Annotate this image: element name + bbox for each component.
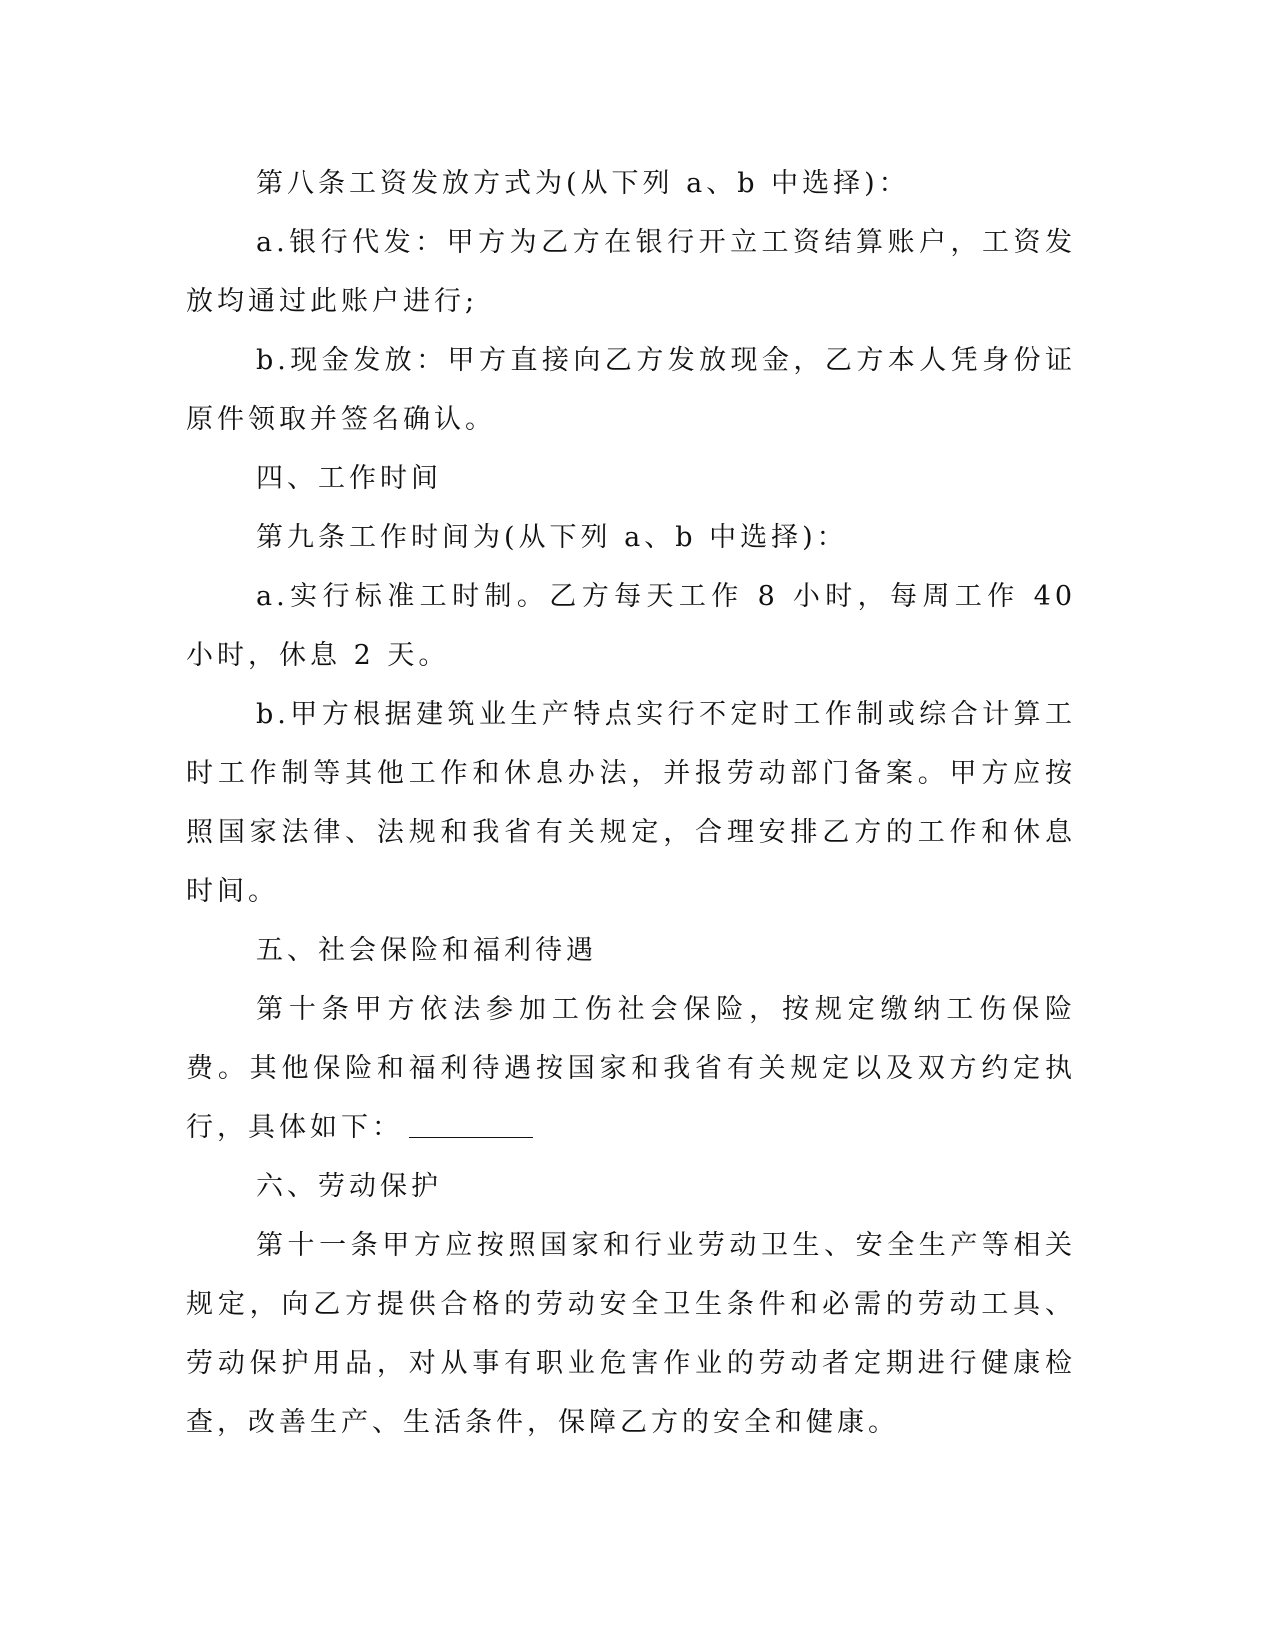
article-10 xyxy=(186,980,1076,1157)
article-9-heading: 第九条工作时间为(从下列 a、b 中选择)： xyxy=(256,522,848,553)
section-6-title: 六、劳动保护 xyxy=(256,1171,442,1202)
article-8-option-a: a.银行代发：甲方为乙方在银行开立工资结算账户，工资发放均通过此账户进行; xyxy=(186,227,1076,317)
section-5-title: 五、社会保险和福利待遇 xyxy=(256,935,597,966)
article-9-option-a: a.实行标准工时制。乙方每天工作 8 小时，每周工作 40 小时，休息 2 天。 xyxy=(186,581,1076,671)
article-8-option-b: b.现金发放：甲方直接向乙方发放现金，乙方本人凭身份证原件领取并签名确认。 xyxy=(186,345,1076,435)
article-9-option-b: b.甲方根据建筑业生产特点实行不定时工作制或综合计算工时工作制等其他工作和休息办法，并报劳动部门备案。甲方应按照国家法律、法规和我省有关规定，合理安排乙方的工作和休息时间。 xyxy=(186,699,1076,907)
section-4-title: 四、工作时间 xyxy=(256,463,442,494)
article-8-heading: 第八条工资发放方式为(从下列 a、b 中选择)： xyxy=(256,168,910,199)
article-11: 第十一条甲方应按照国家和行业劳动卫生、安全生产等相关规定，向乙方提供合格的劳动安全卫生条件和必需的劳动工具、劳动保护用品，对从事有职业危害作业的劳动者定期进行健康检查，改善生产、生活条件，保障乙方的安全和健康。 xyxy=(186,1230,1076,1438)
document-body xyxy=(186,154,1076,1452)
fill-in-blank xyxy=(409,1107,533,1138)
article-10-text: 第十条甲方依法参加工伤社会保险，按规定缴纳工伤保险费。其他保险和福利待遇按国家和我省有关规定以及双方约定执行，具体如下： xyxy=(186,994,1076,1143)
